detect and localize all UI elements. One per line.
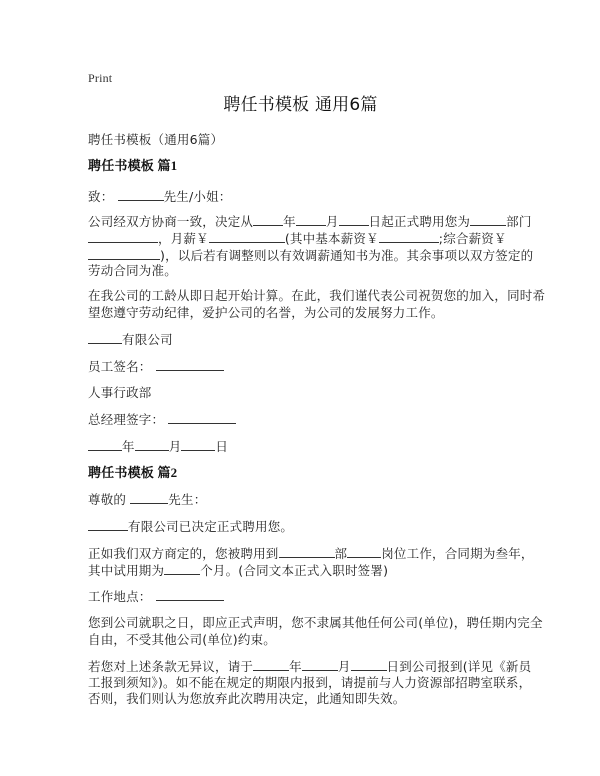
- text: 员工签名：: [88, 359, 152, 374]
- section-1-heading: 聘任书模板 篇1: [88, 158, 178, 173]
- text: 年: [289, 659, 302, 674]
- text: 个月。(合同文本正式入职时签署): [200, 563, 389, 578]
- name-blank: [130, 490, 168, 504]
- s2-p2-line2: 自由，不受其他公司(单位)约束。: [88, 632, 276, 647]
- s1-greeting: [88, 187, 232, 205]
- text: ，月薪￥: [158, 231, 209, 246]
- text: )，以后若有调整则以有效调薪通知书为准。其余事项以双方签定的: [160, 248, 534, 263]
- text: ;综合薪资￥: [438, 231, 507, 246]
- s1-greeting-prefix: 致：: [88, 189, 114, 204]
- s2-p2-line1: 您到公司就职之日，即应正式声明，您不隶属其他任何公司(单位)，聘任期内完全: [88, 615, 543, 630]
- base-salary-blank: [379, 229, 439, 243]
- page-title: 聘任书模板 通用6篇: [223, 95, 378, 115]
- text: (其中基本薪资￥: [284, 231, 379, 246]
- month-blank: [296, 212, 326, 226]
- s1-p1-line4: 劳动合同为准。: [88, 263, 177, 278]
- text: 工作地点：: [88, 589, 152, 604]
- employee-sign-blank: [156, 357, 224, 371]
- year-blank: [88, 437, 122, 451]
- s2-decision: [88, 517, 293, 535]
- department-blank: [470, 212, 506, 226]
- text: 部: [334, 546, 348, 561]
- probation-blank: [164, 561, 200, 575]
- gm-sign-blank: [168, 410, 236, 424]
- day-blank: [181, 437, 215, 451]
- month-blank: [135, 437, 169, 451]
- s1-date: [88, 437, 228, 455]
- s2-p1-line2: [88, 561, 388, 579]
- text: 日起正式聘用您为: [368, 214, 471, 229]
- s1-p1-line2: [88, 229, 507, 247]
- text: 尊敬的: [88, 492, 127, 507]
- section-2-heading: 聘任书模板 篇2: [88, 465, 178, 480]
- workplace-blank: [156, 587, 224, 601]
- text: 月: [337, 659, 351, 674]
- s1-employee-sign: [88, 357, 224, 375]
- text: 正如我们双方商定的，您被聘用到: [88, 546, 279, 561]
- position-blank: [88, 229, 158, 243]
- text: 岗位工作，合同期为叁年，: [381, 546, 534, 561]
- s2-greeting: [88, 490, 206, 508]
- text: 部门: [506, 214, 532, 229]
- s2-p3-line3: 否则，我们则认为您放弃此次聘用决定，此通知即失效。: [88, 691, 406, 706]
- day-blank: [339, 212, 369, 226]
- company-blank: [88, 330, 122, 344]
- text: 年: [122, 439, 135, 454]
- text: 月: [325, 214, 339, 229]
- document-subtitle: 聘任书模板（通用6篇）: [88, 132, 224, 147]
- text: 先生：: [168, 492, 207, 507]
- s1-greeting-suffix: 先生/小姐：: [163, 189, 232, 204]
- s1-p2-line2: 望您遵守劳动纪律，爱护公司的名誉，为公司的发展努力工作。: [88, 305, 444, 320]
- text: 总经理签字：: [88, 412, 165, 427]
- text: 年: [283, 214, 296, 229]
- s2-p1-line1: [88, 544, 534, 562]
- text: 日到公司报到(详见《新员: [386, 659, 532, 674]
- text: 有限公司: [122, 332, 173, 347]
- year-blank: [253, 657, 289, 671]
- month-blank: [302, 657, 338, 671]
- department-blank: [279, 544, 335, 558]
- s1-gm-sign: [88, 410, 236, 428]
- s1-department: 人事行政部: [88, 385, 152, 400]
- salary-blank: [209, 229, 285, 243]
- print-link[interactable]: Print: [88, 71, 113, 85]
- s1-p2-line1: 在我公司的工龄从即日起开始计算。在此，我们谨代表公司祝贺您的加入，同时希: [88, 288, 546, 303]
- s2-p3-line1: [88, 657, 531, 675]
- company-blank: [88, 517, 128, 531]
- s2-workplace: [88, 587, 224, 605]
- text: 有限公司已决定正式聘用您。: [128, 519, 294, 534]
- text: 公司经双方协商一致，决定从: [88, 214, 254, 229]
- year-blank: [253, 212, 283, 226]
- text: 月: [168, 439, 182, 454]
- text: 日: [215, 439, 229, 454]
- s1-company: [88, 330, 173, 348]
- text: 其中试用期为: [88, 563, 165, 578]
- text: 若您对上述条款无异议，请于: [88, 659, 254, 674]
- name-blank: [118, 187, 164, 201]
- total-salary-blank: [88, 246, 160, 260]
- s2-p3-line2: 工报到须知》)。如不能在规定的期限内报到，请提前与人力资源部招聘室联系，: [88, 675, 532, 690]
- s1-p1-line1: [88, 212, 532, 230]
- position-blank: [347, 544, 381, 558]
- day-blank: [351, 657, 387, 671]
